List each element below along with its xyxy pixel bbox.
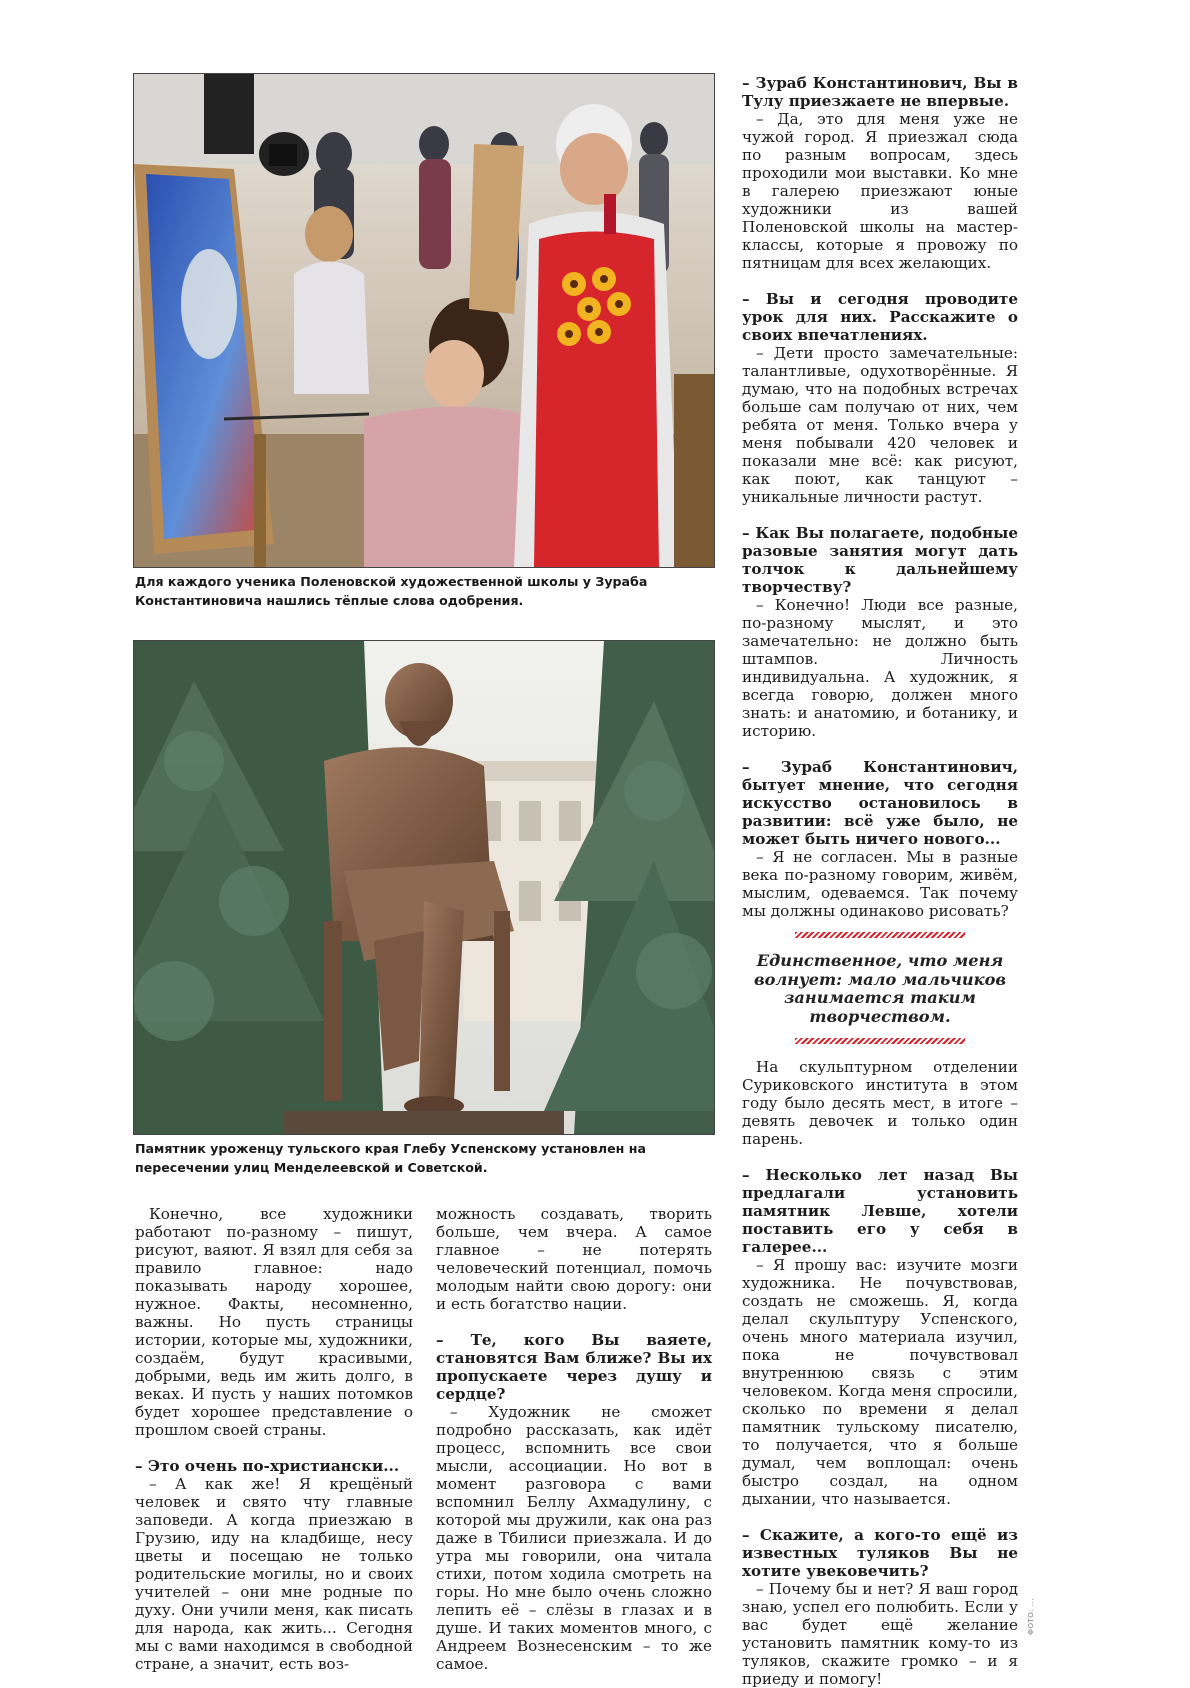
pull-quote-text: Единственное, что меня волнует: мало мальчиков занимается таким творчеством.	[753, 951, 1007, 1026]
answer-christian: – А как же! Я крещёный человек и свято чту главные заповеди. А когда приезжаю в Грузию, иду на кладбище, несу цветы и посещаю не только родительские могилы, но и своих учителей – они мне родные по духу. Они учили меня, как писать для народа, как жить... Сегодня мы с вами находимся в свободной стране, а значит, есть воз-	[135, 1475, 413, 1673]
answer-2: – Дети просто замечательные: талантливые, одухотворённые. Я думаю, что на подобных встречах больше сам получаю от них, чем ребята от меня. Только вчера у меня побывали 420 человек и показали мне всё: как рисуют, как поют, как танцуют – уникальные личности растут.	[742, 344, 1018, 506]
answer-7: – Почему бы и нет? Я ваш город знаю, успел его полюбить. Если у вас будет ещё желание установить памятник кому-то из туляков, скажите громко – и я приеду и помогу!	[742, 1580, 1018, 1688]
paragraph-continuation: можность создавать, творить больше, чем вчера. А самое главное – не потерять человеческий потенциал, помочь молодым найти свою дорогу: они и есть богатство нации.	[436, 1205, 712, 1313]
pull-quote	[742, 932, 1018, 1044]
answer-3: – Конечно! Люди все разные, по-разному мыслят, и это замечательно: не должно быть штампов. Личность индивидуальна. А художник, я всегда говорю, должен много знать: и анатомию, и ботанику, и историю.	[742, 596, 1018, 740]
photo-credit-vertical: ФОТО: ...	[1027, 1597, 1035, 1635]
answer-1: – Да, это для меня уже не чужой город. Я приезжал сюда по разным вопросам, здесь проходили мои выставки. Ко мне в галерею приезжают юные художники из вашей Поленовской школы на мастер-классы, которые я провожу по пятницам для всех желающих.	[742, 110, 1018, 272]
article-column-right	[742, 74, 1018, 1688]
question-1: – Зураб Константинович, Вы в Тулу приезжаете не впервые.	[742, 74, 1018, 110]
question-3: – Как Вы полагаете, подобные разовые занятия могут дать толчок к дальнейшему творчеству?	[742, 524, 1018, 596]
photo-caption-monument: Памятник уроженцу тульского края Глебу Успенскому установлен на пересечении улиц Менделеевской и Советской.	[135, 1141, 646, 1175]
question-4: – Зураб Константинович, бытует мнение, что сегодня искусство остановилось в развитии: всё уже было, не может быть ничего нового...	[742, 758, 1018, 848]
pull-quote-stripe-bottom	[795, 1038, 965, 1044]
question-christian: – Это очень по-христиански...	[135, 1457, 400, 1475]
question-6: – Несколько лет назад Вы предлагали установить памятник Левше, хотели поставить его у себя в галерее...	[742, 1166, 1018, 1256]
paragraph-surikov: На скульптурном отделении Суриковского института в этом году было десять мест, в итоге – девять девочек и только один парень.	[742, 1058, 1018, 1148]
art-class-illustration	[134, 74, 714, 567]
answer-closer: – Художник не сможет подробно рассказать, как идёт процесс, вспомнить все свои мысли, ассоциации. Но вот в момент разговора с вами вспомнил Беллу Ахмадулину, с которой мы дружили, как она раз даже в Тбилиси приезжала. И до утра мы говорили, она читала стихи, потом ходила смотреть на горы. Но мне было очень сложно лепить её – слёзы в глазах и в душе. И таких моментов много, с Андреем Вознесенским – то же самое.	[436, 1403, 712, 1673]
question-closer: – Те, кого Вы ваяете, становятся Вам ближе? Вы их пропускаете через душу и сердце?	[436, 1331, 712, 1403]
monument-illustration	[134, 641, 714, 1134]
paragraph-intro: Конечно, все художники работают по-разному – пишут, рисуют, ваяют. Я взял для себя за правило главное: надо показывать народу хорошее, нужное. Факты, несомненно, важны. Но пусть страницы истории, которые мы, художники, создаём, будут красивыми, добрыми, ведь им жить долго, в веках. И пусть у наших потомков будет хорошее представление о прошлом своей страны.	[135, 1205, 413, 1439]
answer-6: – Я прошу вас: изучите мозги художника. Не почувствовав, создать не сможешь. Я, когда делал скульптуру Успенского, очень много материала изучил, пока не почувствовал внутреннюю связь с этим человеком. Когда меня спросили, сколько по времени я делал памятник тульскому писателю, то получается, что я больше думал, чем воплощал: очень быстро создал, на одном дыхании, что называется.	[742, 1256, 1018, 1508]
photo-art-class	[133, 73, 715, 568]
photo-caption-art-class: Для каждого ученика Поленовской художественной школы у Зураба Константиновича нашлись тёплые слова одобрения.	[135, 574, 648, 608]
article-column-bottom-1	[135, 1205, 413, 1673]
article-column-bottom-2	[436, 1205, 712, 1673]
question-7: – Скажите, а кого-то ещё из известных туляков Вы не хотите увековечить?	[742, 1526, 1018, 1580]
answer-4: – Я не согласен. Мы в разные века по-разному говорим, живём, мыслим, одеваемся. Так почему мы должны одинаково рисовать?	[742, 848, 1018, 920]
photo-uspensky-monument	[133, 640, 715, 1135]
question-2: – Вы и сегодня проводите урок для них. Расскажите о своих впечатлениях.	[742, 290, 1018, 344]
